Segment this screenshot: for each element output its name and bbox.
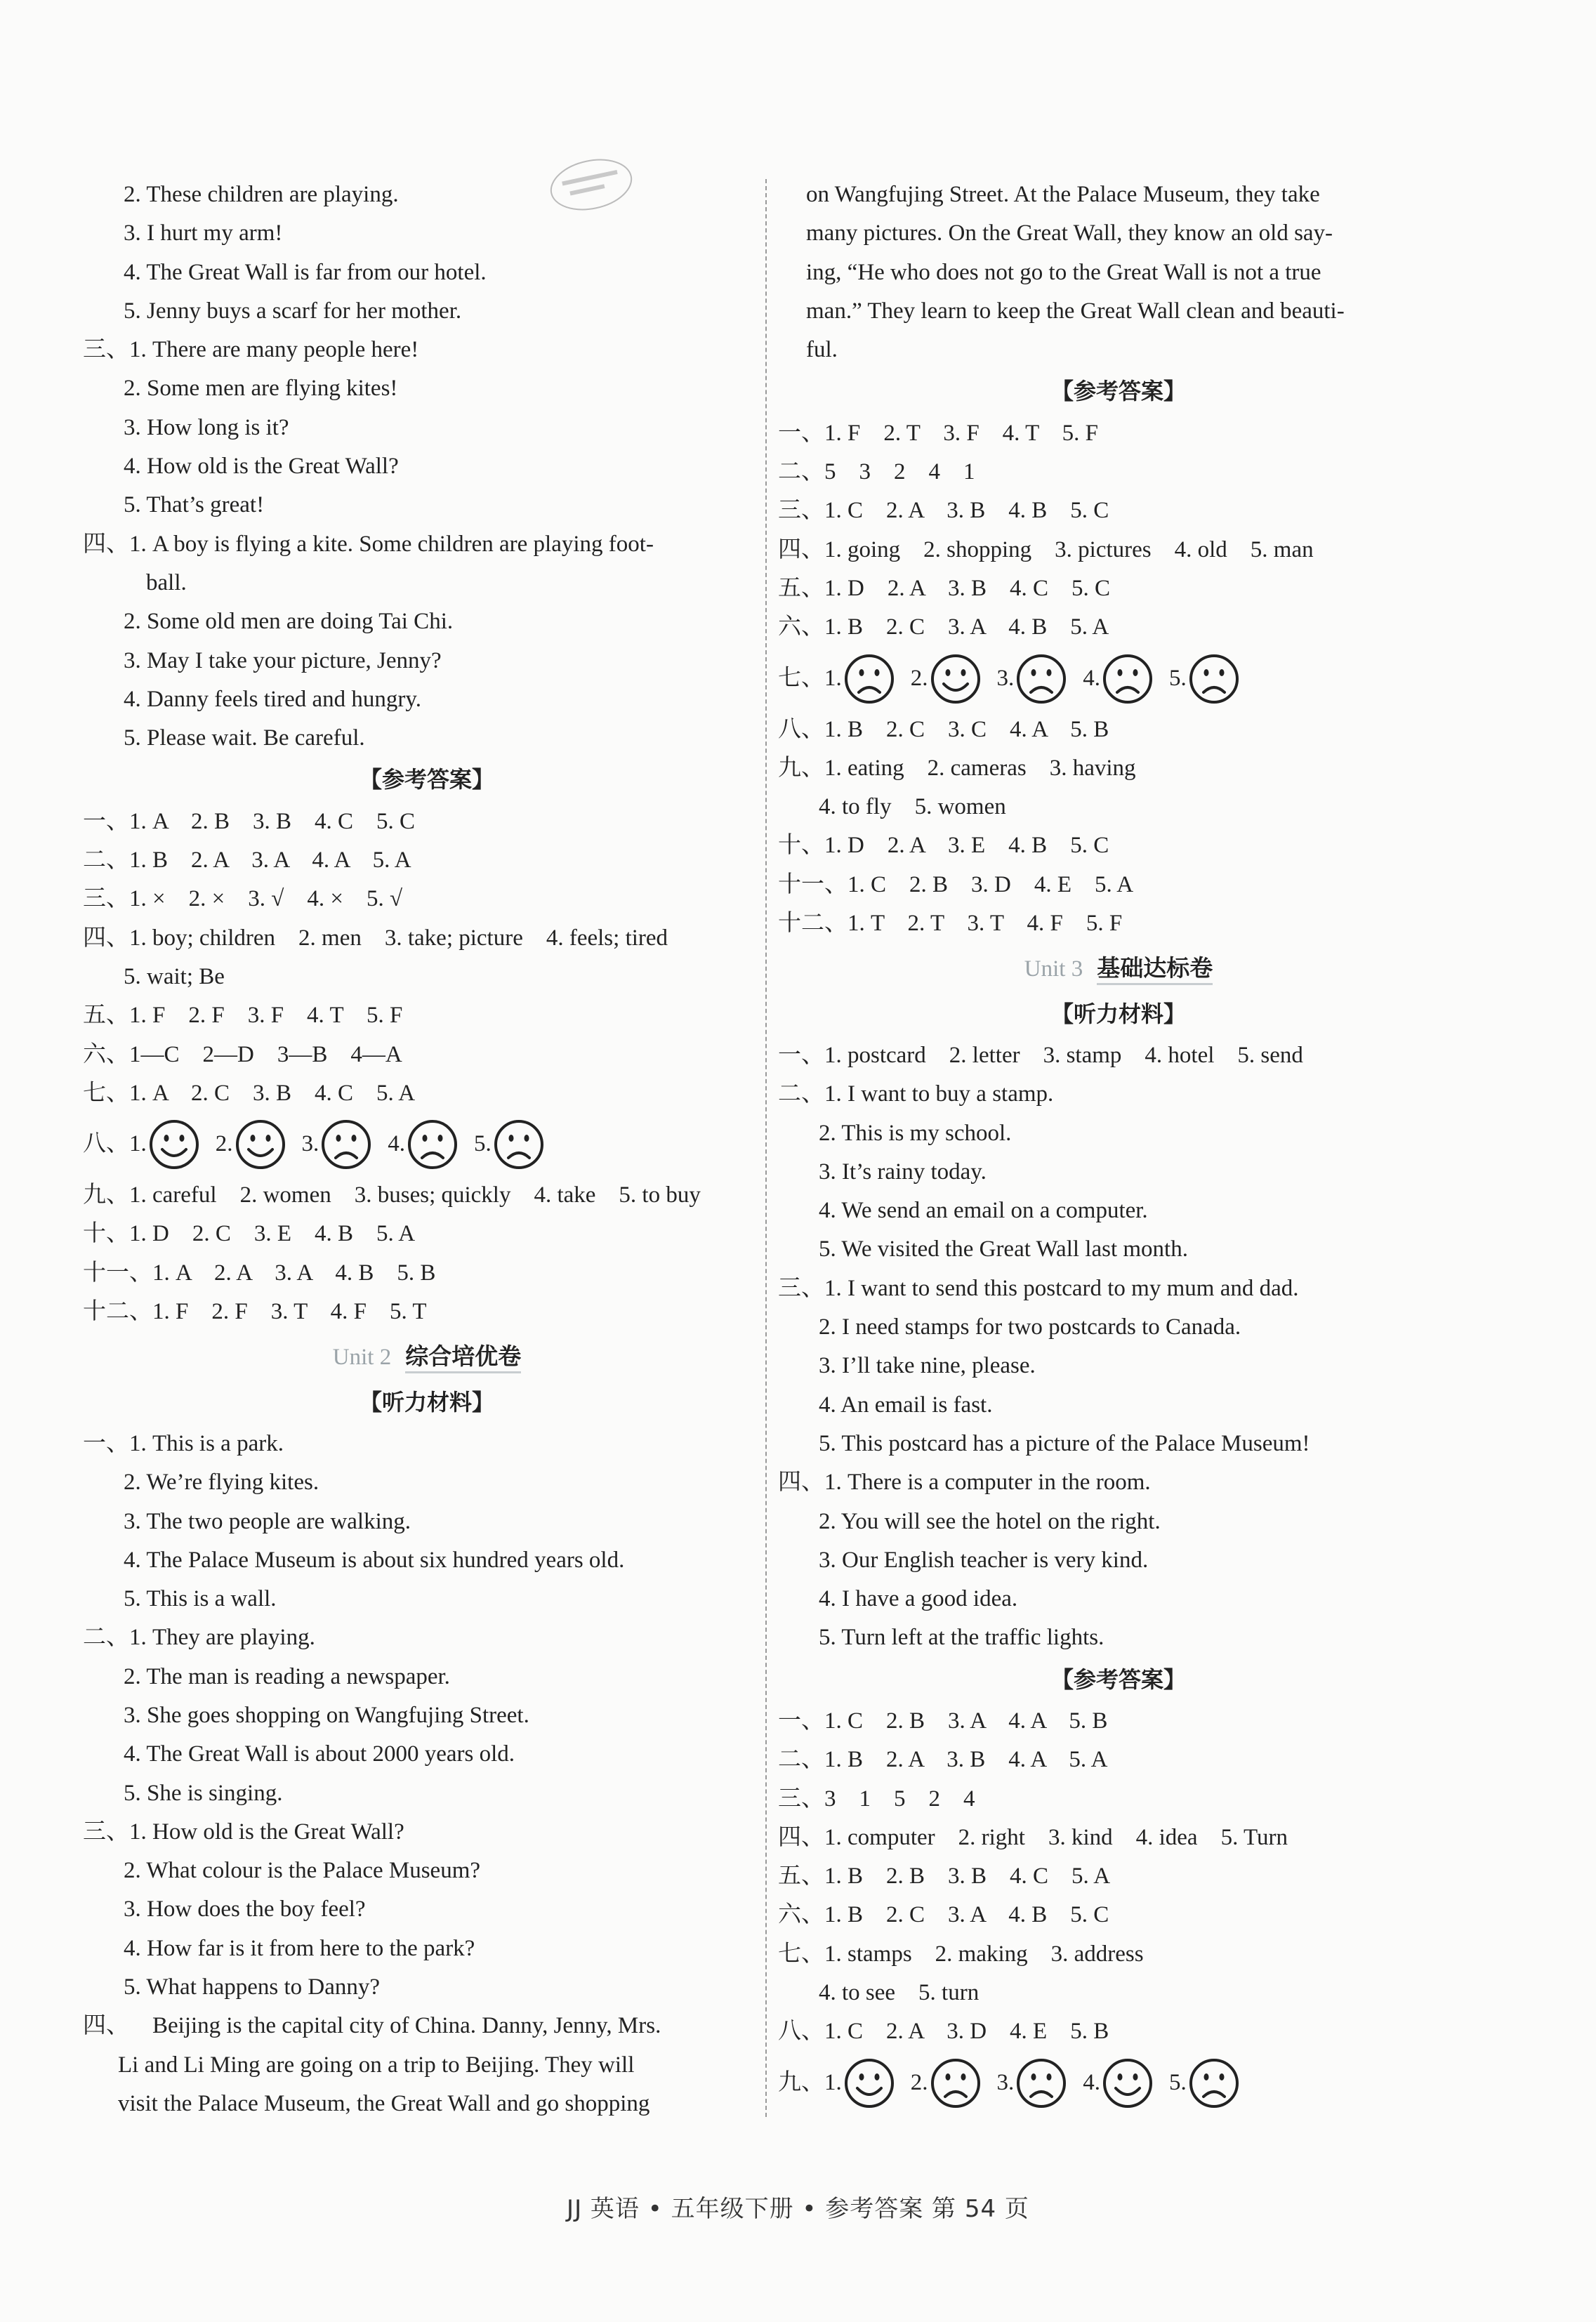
section-number: 八、 (83, 1131, 129, 1157)
listening-si (83, 2007, 771, 2123)
text-line: 二、1. I want to buy a stamp. (778, 1081, 1054, 1107)
listening-si (778, 1463, 1459, 1657)
text-line: 三、1. C 2. A 3. B 4. B 5. C (778, 498, 1109, 524)
answers-block (778, 1702, 1459, 2052)
text-line: 一、1. This is a park. (83, 1430, 284, 1456)
text-line: 4. How far is it from here to the park? (124, 1935, 475, 1961)
listening-yi (83, 1425, 771, 1618)
face-answer (216, 1119, 286, 1170)
unit-name: 综合培优卷 (405, 1343, 521, 1373)
smiley-face-icon (235, 1119, 286, 1170)
face-number: 4. (1083, 665, 1100, 691)
section-si (83, 525, 771, 758)
text-line: 2. I need stamps for two postcards to Canada. (819, 1314, 1241, 1340)
listening-yi: 一、1. postcard 2. letter 3. stamp 4. hotel 5. send (778, 1042, 1303, 1068)
faces-row-jiu (778, 2052, 1459, 2115)
right-column (778, 176, 1459, 2115)
si-first-line: 四、1. A boy is flying a kite. Some children are playing foot- (83, 531, 654, 557)
text-line: 4. to see 5. turn (819, 1980, 980, 2006)
passage-line: ful. (806, 337, 838, 363)
text-line: 十二、1. T 2. T 3. T 4. F 5. F (778, 911, 1123, 937)
sad-face-icon (1015, 653, 1067, 705)
text-line: 二、5 3 2 4 1 (778, 459, 975, 485)
sad-face-icon (407, 1119, 459, 1170)
text-line: 四、1. going 2. shopping 3. pictures 4. old 5. man (778, 536, 1314, 562)
text-line: 3. Our English teacher is very kind. (819, 1547, 1149, 1573)
text-line: 十一、1. C 2. B 3. D 4. E 5. A (778, 871, 1134, 897)
text-line: 5. What happens to Danny? (124, 1974, 381, 2000)
text-line: 5. Turn left at the traffic lights. (819, 1625, 1104, 1651)
text-line: 四、1. There is a computer in the room. (778, 1470, 1151, 1496)
unit-2-title (83, 1337, 771, 1377)
listening-san (83, 1813, 771, 2007)
text-line: 5. Please wait. Be careful. (124, 725, 365, 751)
text-line: 九、1. careful 2. women 3. buses; quickly 4. take 5. to buy (83, 1182, 701, 1208)
answers-block (83, 1176, 771, 1331)
text-line: 九、1. eating 2. cameras 3. having (778, 755, 1136, 781)
text-line: 4. The Great Wall is about 2000 years old. (124, 1741, 515, 1767)
text-line: 十、1. D 2. C 3. E 4. B 5. A (83, 1221, 416, 1247)
text-line: 七、1. A 2. C 3. B 4. C 5. A (83, 1080, 416, 1106)
smiley-face-icon (843, 2057, 895, 2109)
face-number: 5. (1169, 2070, 1187, 2095)
answers-heading: 【参考答案】 (359, 766, 494, 793)
section-number: 七、 (778, 665, 824, 691)
text-line: 4. How old is the Great Wall? (124, 454, 399, 480)
sad-face-icon (930, 2057, 982, 2109)
face-number: 4. (388, 1131, 405, 1157)
face-answer (1083, 2057, 1154, 2109)
smiley-face-icon (1102, 2057, 1154, 2109)
text-line: 5. She is singing. (124, 1780, 283, 1806)
text-line: 5. This is a wall. (124, 1586, 277, 1612)
sad-face-icon (1102, 653, 1154, 705)
face-number: 3. (301, 1131, 319, 1157)
face-answer (911, 653, 982, 705)
text-line: 八、1. B 2. C 3. C 4. A 5. B (778, 716, 1109, 742)
section-number: 九、 (778, 2070, 824, 2095)
text-line: 3. It’s rainy today. (819, 1159, 987, 1185)
text-line: 二、1. They are playing. (83, 1625, 315, 1651)
text-line: 2. The man is reading a newspaper. (124, 1663, 450, 1689)
passage-line: many pictures. On the Great Wall, they know an old say- (806, 220, 1333, 246)
face-answer (388, 1119, 459, 1170)
text-line: 2. You will see the hotel on the right. (819, 1508, 1161, 1534)
unit-label: Unit 3 (1024, 956, 1083, 982)
text-line: 二、1. B 2. A 3. B 4. A 5. A (778, 1747, 1108, 1773)
text-line: 十一、1. A 2. A 3. A 4. B 5. B (83, 1260, 436, 1286)
text-line: 2. Some old men are doing Tai Chi. (124, 609, 454, 635)
text-line: 2. These children are playing. (124, 182, 399, 207)
smiley-face-icon (930, 653, 982, 705)
text-line: 2. This is my school. (819, 1120, 1012, 1146)
listening-er (83, 1618, 771, 1812)
face-number: 3. (996, 2070, 1015, 2095)
unit-label: Unit 2 (332, 1345, 392, 1371)
text-line: 3. I’ll take nine, please. (819, 1353, 1036, 1379)
text-line: 4. to fly 5. women (819, 794, 1006, 820)
text-line: 八、1. C 2. A 3. D 4. E 5. B (778, 2019, 1109, 2045)
face-answer (474, 1119, 545, 1170)
sad-face-icon (1188, 2057, 1240, 2109)
text-line: 一、1. A 2. B 3. B 4. C 5. C (83, 808, 416, 834)
face-number: 2. (910, 2070, 928, 2095)
text-line: 3. She goes shopping on Wangfujing Street. (124, 1702, 529, 1728)
passage-line: on Wangfujing Street. At the Palace Museum, they take (806, 182, 1320, 207)
text-line: 五、1. D 2. A 3. B 4. C 5. C (778, 575, 1111, 601)
page-footer: JJ 英语 • 五年级下册 • 参考答案 第 54 页 (567, 2195, 1029, 2223)
text-line: 3. The two people are walking. (124, 1508, 411, 1534)
si-first-continued: ball. (146, 569, 187, 595)
text-line: 2. We’re flying kites. (124, 1470, 319, 1496)
face-number: 5. (1169, 665, 1187, 691)
text-line: 4. We send an email on a computer. (819, 1198, 1148, 1224)
listening-er (778, 1075, 1459, 1269)
sad-face-icon (1015, 2057, 1067, 2109)
sad-face-icon (1188, 653, 1240, 705)
text-line: 十二、1. F 2. F 3. T 4. F 5. T (83, 1299, 427, 1325)
text-line: 5. That’s great! (124, 492, 265, 518)
text-line: 4. An email is fast. (819, 1392, 993, 1418)
text-line: 六、1. B 2. C 3. A 4. B 5. A (778, 614, 1109, 640)
unit-3-title (778, 949, 1459, 989)
text-line: 4. Danny feels tired and hungry. (124, 686, 421, 712)
face-number: 3. (996, 665, 1015, 691)
text-line: 5. Jenny buys a scarf for her mother. (124, 298, 462, 324)
text-line: 四、1. boy; children 2. men 3. take; picture 4. feels; tired (83, 925, 668, 951)
face-answer (302, 1119, 373, 1170)
section-san (83, 331, 771, 525)
passage-line: 四、 Beijing is the capital city of China. Danny, Jenny, Mrs. (83, 2013, 661, 2039)
face-number: 2. (215, 1131, 233, 1157)
answers-heading: 【参考答案】 (1050, 1665, 1186, 1693)
unit-name: 基础达标卷 (1097, 954, 1213, 985)
text-line: 4. I have a good idea. (819, 1586, 1018, 1612)
listening-heading: 【听力材料】 (359, 1388, 494, 1416)
face-number: 1. (129, 1131, 147, 1157)
text-line: 十、1. D 2. A 3. E 4. B 5. C (778, 833, 1109, 859)
sad-face-icon (493, 1119, 545, 1170)
faces-row-qi (778, 647, 1459, 711)
text-line: 3. I hurt my arm! (124, 220, 283, 246)
text-line: 5. wait; Be (124, 963, 225, 989)
face-number: 1. (824, 665, 842, 691)
text-line: 三、1. How old is the Great Wall? (83, 1819, 404, 1845)
text-line: 3. May I take your picture, Jenny? (124, 647, 442, 673)
listening-san (778, 1269, 1459, 1463)
face-number: 5. (474, 1131, 492, 1157)
text-line: 三、1. × 2. × 3. √ 4. × 5. √ (83, 886, 403, 912)
text-line: 五、1. B 2. B 3. B 4. C 5. A (778, 1863, 1111, 1889)
face-number: 1. (824, 2070, 842, 2095)
face-number: 4. (1083, 2070, 1100, 2095)
face-answer (129, 1119, 200, 1170)
text-line: 三、1. I want to send this postcard to my mum and dad. (778, 1275, 1299, 1301)
face-number: 2. (910, 665, 928, 691)
face-answer (1169, 653, 1240, 705)
smiley-face-icon (148, 1119, 200, 1170)
passage-continued (778, 176, 1459, 369)
text-line: 一、1. F 2. T 3. F 4. T 5. F (778, 420, 1098, 446)
text-line: 三、1. There are many people here! (83, 337, 419, 363)
text-line: 2. What colour is the Palace Museum? (124, 1858, 481, 1884)
face-answer (1169, 2057, 1240, 2109)
passage-line: ing, “He who does not go to the Great Wall is not a true (806, 259, 1321, 285)
face-answer (911, 2057, 982, 2109)
face-answer (824, 2057, 895, 2109)
text-line: 七、1. stamps 2. making 3. address (778, 1941, 1144, 1967)
text-line: 5. This postcard has a picture of the Palace Museum! (819, 1430, 1310, 1456)
text-line: 2. Some men are flying kites! (124, 376, 398, 402)
text-line: 三、3 1 5 2 4 (778, 1786, 975, 1812)
answers-block (83, 803, 771, 1113)
faces-row-ba (83, 1113, 771, 1176)
face-answer (997, 2057, 1068, 2109)
text-line: 一、1. C 2. B 3. A 4. A 5. B (778, 1708, 1108, 1734)
passage-line: visit the Palace Museum, the Great Wall and go shopping (118, 2090, 650, 2116)
listening-heading: 【听力材料】 (1050, 1000, 1186, 1027)
face-answer (1083, 653, 1154, 705)
text-line: 六、1—C 2—D 3—B 4—A (83, 1041, 402, 1067)
face-answer (824, 653, 895, 705)
face-answer (997, 653, 1068, 705)
passage-line: Li and Li Ming are going on a trip to Beijing. They will (118, 2052, 635, 2078)
sad-face-icon (320, 1119, 372, 1170)
answers-block (778, 711, 1459, 944)
text-line: 五、1. F 2. F 3. F 4. T 5. F (83, 1003, 403, 1029)
sad-face-icon (843, 653, 895, 705)
answers-heading: 【参考答案】 (1050, 378, 1186, 405)
text-line: 3. How does the boy feel? (124, 1896, 366, 1922)
left-column (83, 176, 771, 2123)
passage-line: man.” They learn to keep the Great Wall clean and beauti- (806, 298, 1345, 324)
text-line: 4. The Great Wall is far from our hotel. (124, 259, 487, 285)
text-line: 六、1. B 2. C 3. A 4. B 5. C (778, 1902, 1109, 1928)
text-line: 3. How long is it? (124, 414, 289, 440)
text-line: 二、1. B 2. A 3. A 4. A 5. A (83, 847, 411, 873)
left-top-lines (83, 176, 771, 331)
answers-block (778, 414, 1459, 647)
text-line: 5. We visited the Great Wall last month. (819, 1236, 1188, 1262)
text-line: 四、1. computer 2. right 3. kind 4. idea 5. Turn (778, 1824, 1288, 1850)
text-line: 4. The Palace Museum is about six hundred years old. (124, 1547, 625, 1573)
